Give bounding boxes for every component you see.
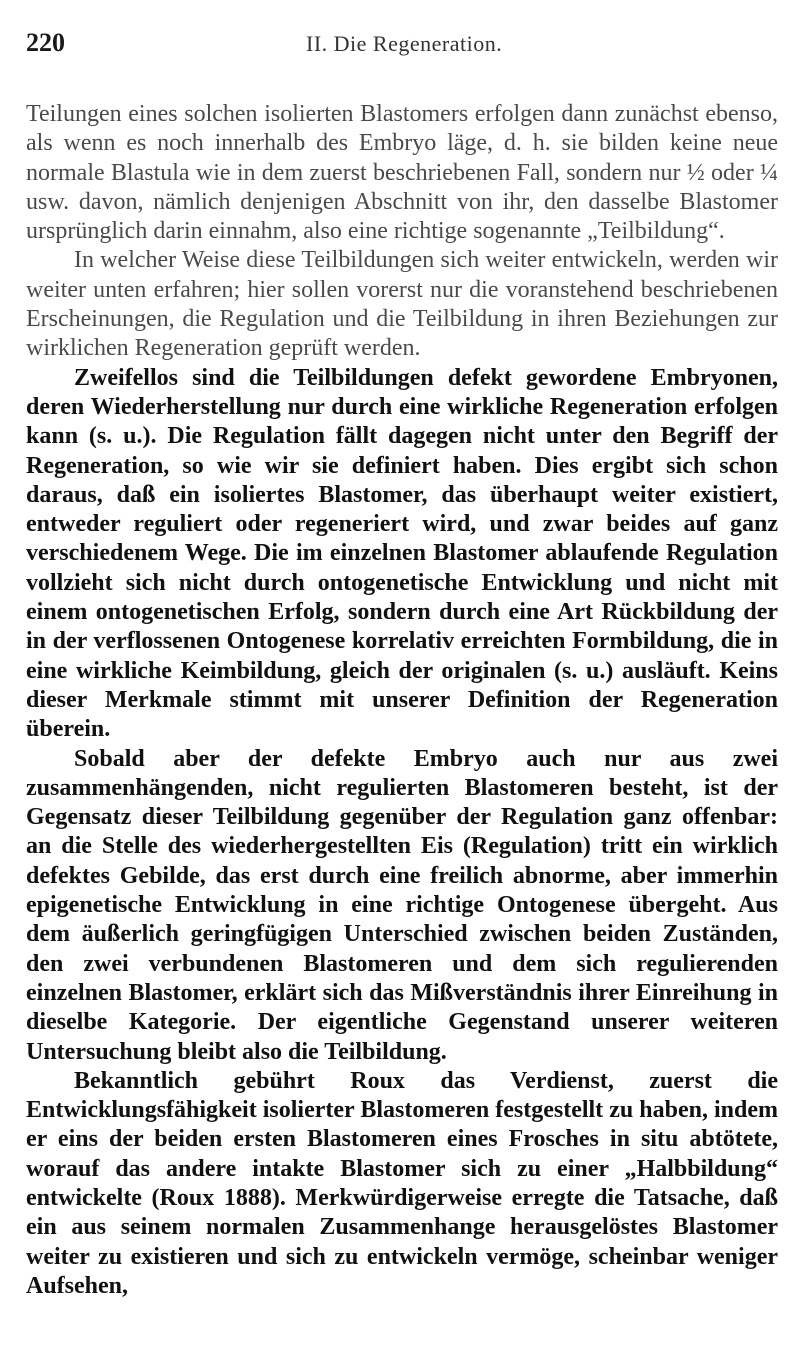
paragraph-5: Bekanntlich gebührt Roux das Verdienst, zuerst die Entwicklungsfähigkeit isolierter Blastomeren festgestellt zu haben, indem er eins der beiden ersten Blastomeren eines Frosches in situ abtötete, worauf das andere intakte Blastomer sich zu einer „Halbbildung“ entwickelte (Roux 1888). Merkwürdigerweise erregte die Tatsache, daß ein aus seinem normalen Zusammenhange herausgelöstes Blastomer weiter zu existieren und sich zu entwickeln vermöge, scheinbar weniger Aufsehen, xyxy=(26,1067,778,1299)
paragraph-2: In welcher Weise diese Teilbildungen sich weiter entwickeln, werden wir weiter unten erfahren; hier sollen vorerst nur die voranstehend beschriebenen Erscheinungen, die Regulation und die Teilbildung in ihren Beziehungen zur wirklichen Regeneration geprüft werden. xyxy=(26,247,778,362)
paragraph-4: Sobald aber der defekte Embryo auch nur aus zwei zusammenhängenden, nicht regulierten Blastomeren besteht, ist der Gegensatz dieser Teilbildung gegenüber der Regulation ganz offenbar: an die Stelle des wiederhergestellten Eis (Regulation) tritt ein wirklich defektes Gebilde, das erst durch eine freilich abnorme, aber immerhin epigenetische Entwicklung in eine richtige Ontogenese übergeht. Aus dem äußerlich geringfügigen Unterschied zwischen beiden Zuständen, den zwei verbundenen Blastomeren und dem sich regulierenden einzelnen Blastomer, erklärt sich das Mißverständnis ihrer Einreihung in dieselbe Kategorie. Der eigentliche Gegenstand unserer weiteren Untersuchung bleibt also die Teilbildung. xyxy=(26,745,778,1065)
running-head: II. Die Regeneration. xyxy=(306,31,503,56)
page-number: 220 xyxy=(26,28,65,57)
paragraph-3: Zweifellos sind die Teilbildungen defekt gewordene Embryonen, deren Wiederherstellung nur durch eine wirkliche Regeneration erfolgen kann (s. u.). Die Regulation fällt dagegen nicht unter den Begriff der Regeneration, so wie wir sie definiert haben. Dies ergibt sich schon daraus, daß ein isoliertes Blastomer, das überhaupt weiter existiert, entweder reguliert oder regeneriert wird, und zwar beides auf ganz verschiedenem Wege. Die im einzelnen Blastomer ablaufende Regulation vollzieht sich nicht durch ontogenetische Entwicklung und nicht mit einem ontogenetischen Erfolg, sondern durch eine Art Rückbildung der in der verflossenen Ontogenese korrelativ erreichten Formbildung, die in eine wirkliche Keimbildung, gleich der originalen (s. u.) ausläuft. Keins dieser Merkmale stimmt mit unserer Definition der Regeneration überein. xyxy=(26,364,778,743)
page-header xyxy=(26,28,778,64)
paragraph-1: Teilungen eines solchen isolierten Blastomers erfolgen dann zunächst ebenso, als wenn es noch innerhalb des Embryo läge, d. h. sie bilden keine neue normale Blastula wie in dem zuerst beschriebenen Fall, sondern nur ½ oder ¼ usw. davon, nämlich denjenigen Abschnitt von ihr, den dasselbe Blastomer ursprünglich darin einnahm, also eine richtige sogenannte „Teilbildung“. xyxy=(26,101,778,245)
